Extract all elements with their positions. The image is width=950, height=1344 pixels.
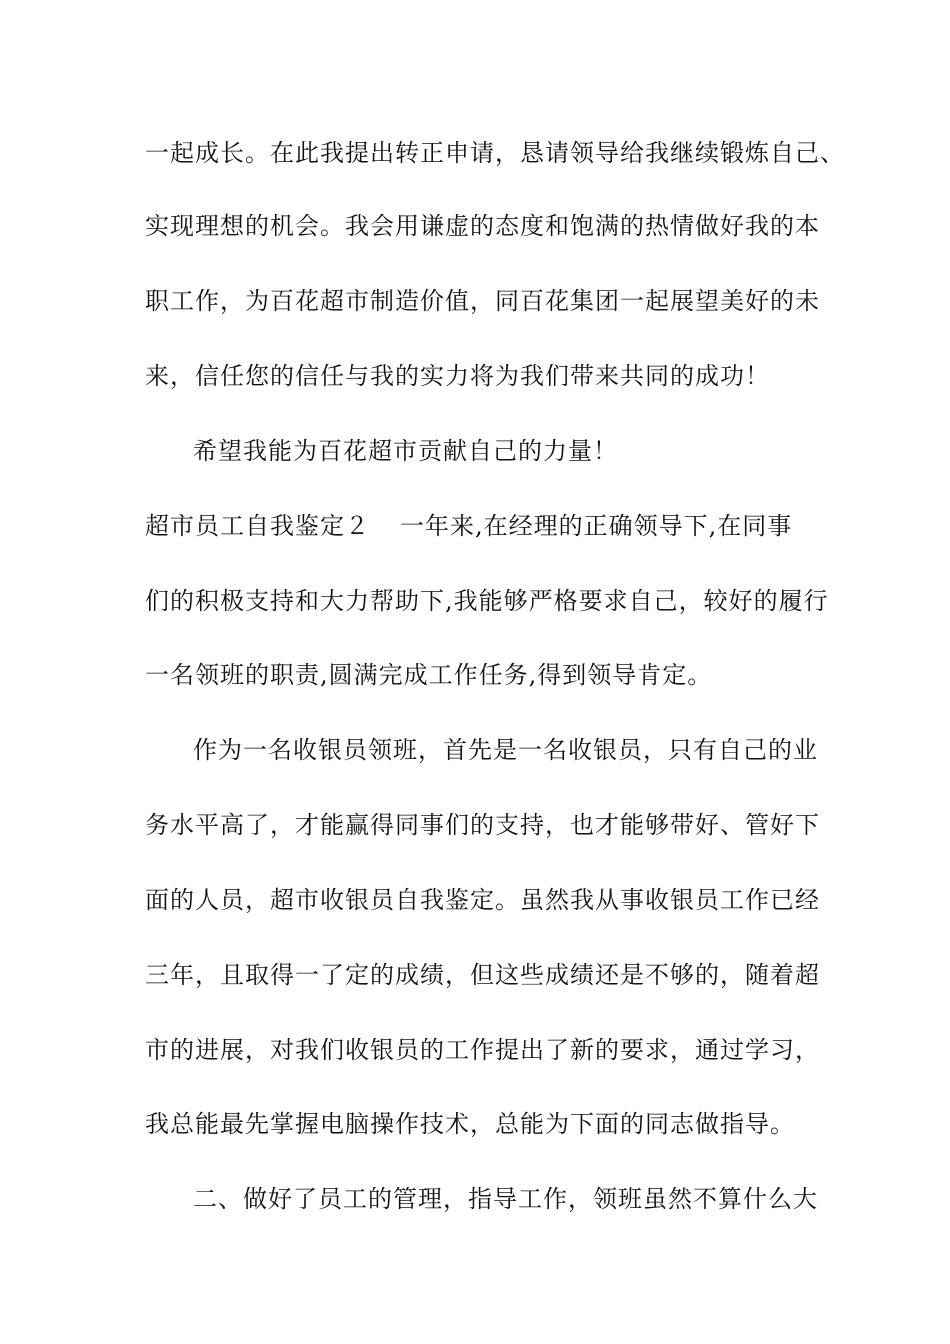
section-heading-row xyxy=(145,506,845,546)
paragraph-line: 我总能最先掌握电脑操作技术，总能为下面的同志做指导。 xyxy=(145,1110,795,1138)
paragraph-line: 作为一名收银员领班，首先是一名收银员，只有自己的业 xyxy=(193,736,818,764)
paragraph-line: 一名领班的职责,圆满完成工作任务,得到领导肯定。 xyxy=(145,661,713,689)
paragraph-line: 来，信任您的信任与我的实力将为我们带来共同的成功！ xyxy=(145,362,770,390)
paragraph-line: 务水平高了，才能赢得同事们的支持，也才能够带好、管好下 xyxy=(145,811,820,839)
paragraph-line: 实现理想的机会。我会用谦虚的态度和饱满的热情做好我的本 xyxy=(145,212,820,240)
paragraph-line: 二、做好了员工的管理，指导工作，领班虽然不算什么大 xyxy=(193,1185,818,1213)
paragraph-line: 职工作，为百花超市制造价值，同百花集团一起展望美好的未 xyxy=(145,287,820,315)
paragraph-line: 希望我能为百花超市贡献自己的力量！ xyxy=(193,437,618,465)
paragraph-line: 一起成长。在此我提出转正申请，恳请领导给我继续锻炼自己、 xyxy=(145,139,845,167)
paragraph-line: 市的进展，对我们收银员的工作提出了新的要求，通过学习， xyxy=(145,1036,820,1064)
paragraph-line: 一年来,在经理的正确领导下,在同事 xyxy=(400,512,793,540)
paragraph-line: 三年，且取得一了定的成绩，但这些成绩还是不够的，随着超 xyxy=(145,961,820,989)
paragraph-line: 们的积极支持和大力帮助下,我能够严格要求自己，较好的履行 xyxy=(145,587,829,615)
section-title: 超市员工自我鉴定２ xyxy=(145,512,370,540)
paragraph-line: 面的人员，超市收银员自我鉴定。虽然我从事收银员工作已经 xyxy=(145,886,820,914)
